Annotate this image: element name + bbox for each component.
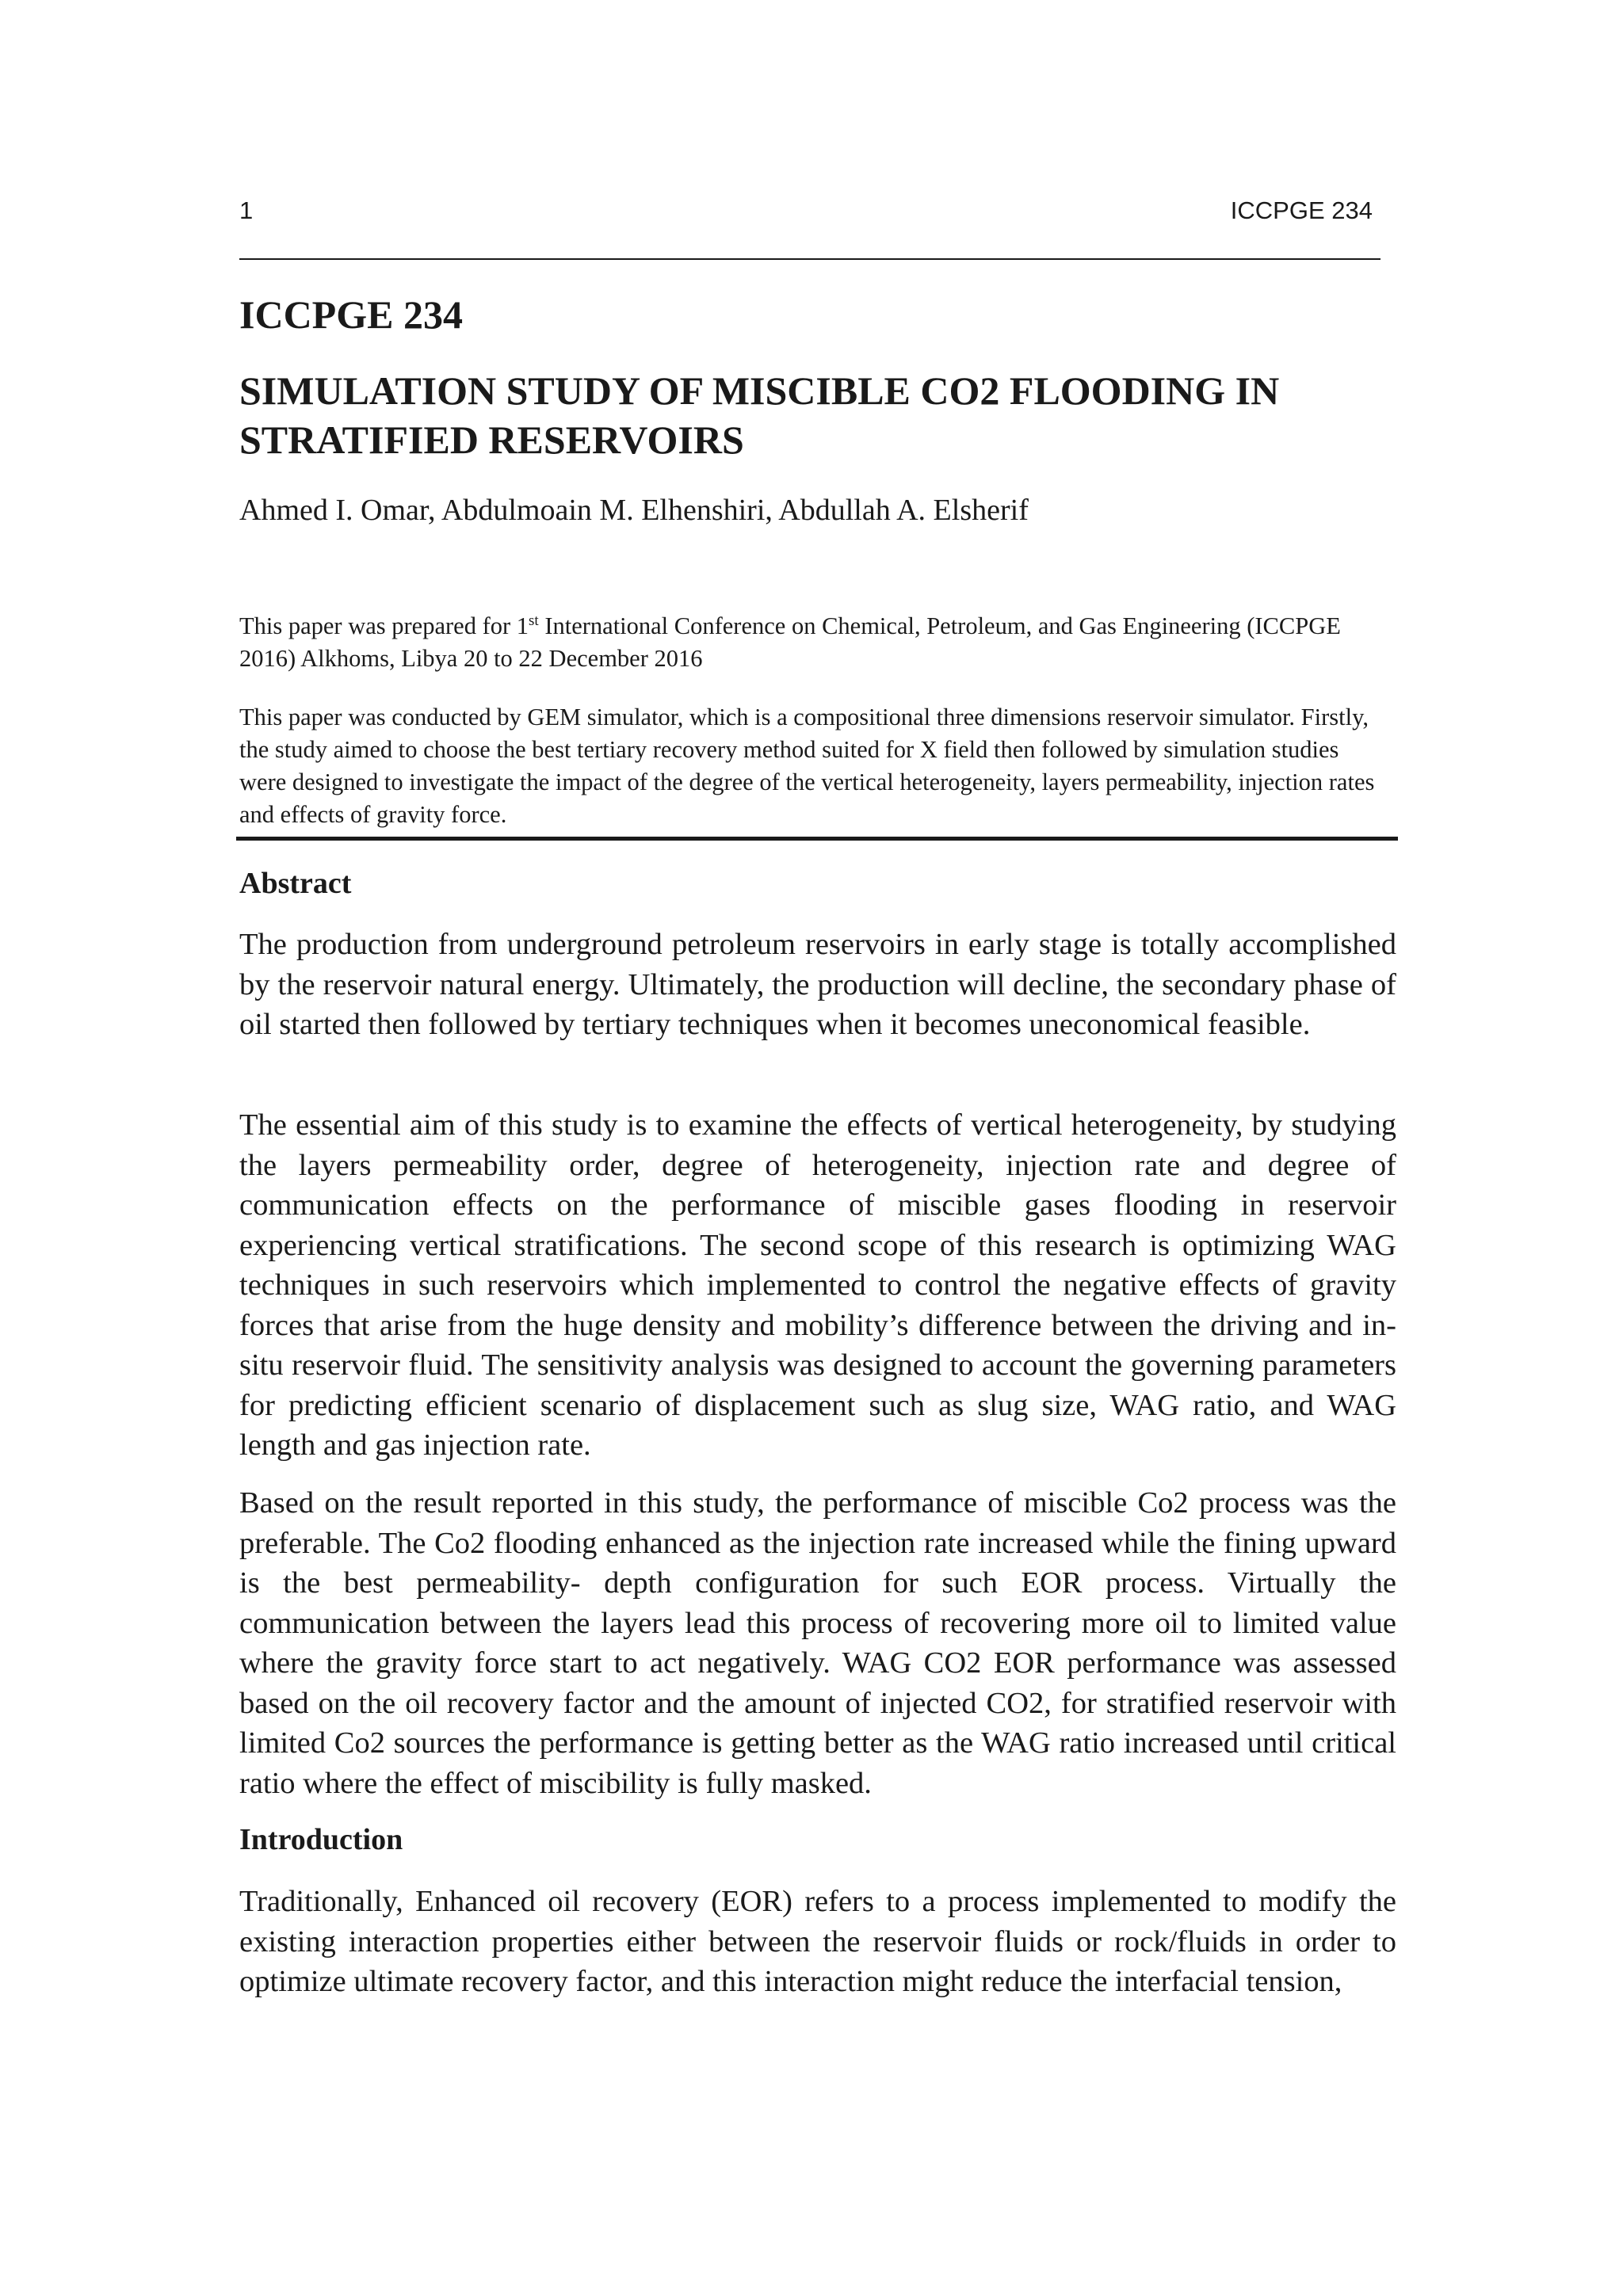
abstract-heading: Abstract	[239, 867, 352, 900]
abstract-paragraph: The production from underground petroleum reservoirs in early stage is totally accomplished by the reservoir natural energy. Ultimately, the production will decline, the secondary phase of oil started then followed by tertiary techniques when it becomes uneconomical feasible.	[239, 928, 1396, 1041]
page-header	[239, 190, 1381, 261]
section-divider	[236, 837, 1398, 841]
ordinal-superscript: st	[529, 612, 539, 629]
conference-note-suffix: International Conference on Chemical, Petroleum, and Gas Engineering (ICCPGE 2016) Alkhoms, Libya 20 to 22 December 2016	[239, 612, 1341, 672]
abstract-paragraph: Based on the result reported in this study, the performance of miscible Co2 process was the preferable. The Co2 flooding enhanced as the injection rate increased while the fining upward is the best permeability- depth configuration for such EOR process. Virtually the communication between the layers lead this process of recovering more oil to limited value where the gravity force start to act negatively. WAG CO2 EOR performance was assessed based on the oil recovery factor and the amount of injected CO2, for stratified reservoir with limited Co2 sources the performance is getting better as the WAG ratio increased until critical ratio where the effect of miscibility is fully masked.	[239, 1486, 1396, 1800]
header-rule	[239, 258, 1381, 260]
conference-note	[239, 610, 1381, 675]
paper-id: ICCPGE 234	[239, 292, 463, 337]
introduction-paragraph: Traditionally, Enhanced oil recovery (EOR) refers to a process implemented to modify the existing interaction properties either between the reservoir fluids or rock/fluids in order to optimize ultimate recovery factor, and this interaction might reduce the interfacial tension,	[239, 1885, 1396, 1998]
paper-title: SIMULATION STUDY OF MISCIBLE CO2 FLOODING IN STRATIFIED RESERVOIRS	[239, 368, 1280, 462]
running-title: ICCPGE 234	[1230, 196, 1373, 224]
conference-note-prefix: This paper was prepared for 1	[239, 612, 529, 639]
abstract-paragraph: The essential aim of this study is to examine the effects of vertical heterogeneity, by studying the layers permeability order, degree of heterogeneity, injection rate and degree of communication effects on the performance of miscible gases flooding in reservoir experiencing vertical stratifications. The second scope of this research is optimizing WAG techniques in such reservoirs which implemented to control the negative effects of gravity forces that arise from the huge density and mobility’s difference between the driving and in-situ reservoir fluid. The sensitivity analysis was designed to account the governing parameters for predicting efficient scenario of displacement such as slug size, WAG ratio, and WAG length and gas injection rate.	[239, 1108, 1396, 1462]
page-number: 1	[239, 196, 254, 224]
study-summary-note: This paper was conducted by GEM simulator, which is a compositional three dimensions reservoir simulator. Firstly, the study aimed to choose the best tertiary recovery method suited for X field then followed by simulation studies were designed to investigate the impact of the degree of the vertical heterogeneity, layers permeability, injection rates and effects of gravity force.	[239, 704, 1375, 828]
author-list: Ahmed I. Omar, Abdulmoain M. Elhenshiri, Abdullah A. Elsherif	[239, 494, 1029, 527]
introduction-heading: Introduction	[239, 1823, 403, 1856]
